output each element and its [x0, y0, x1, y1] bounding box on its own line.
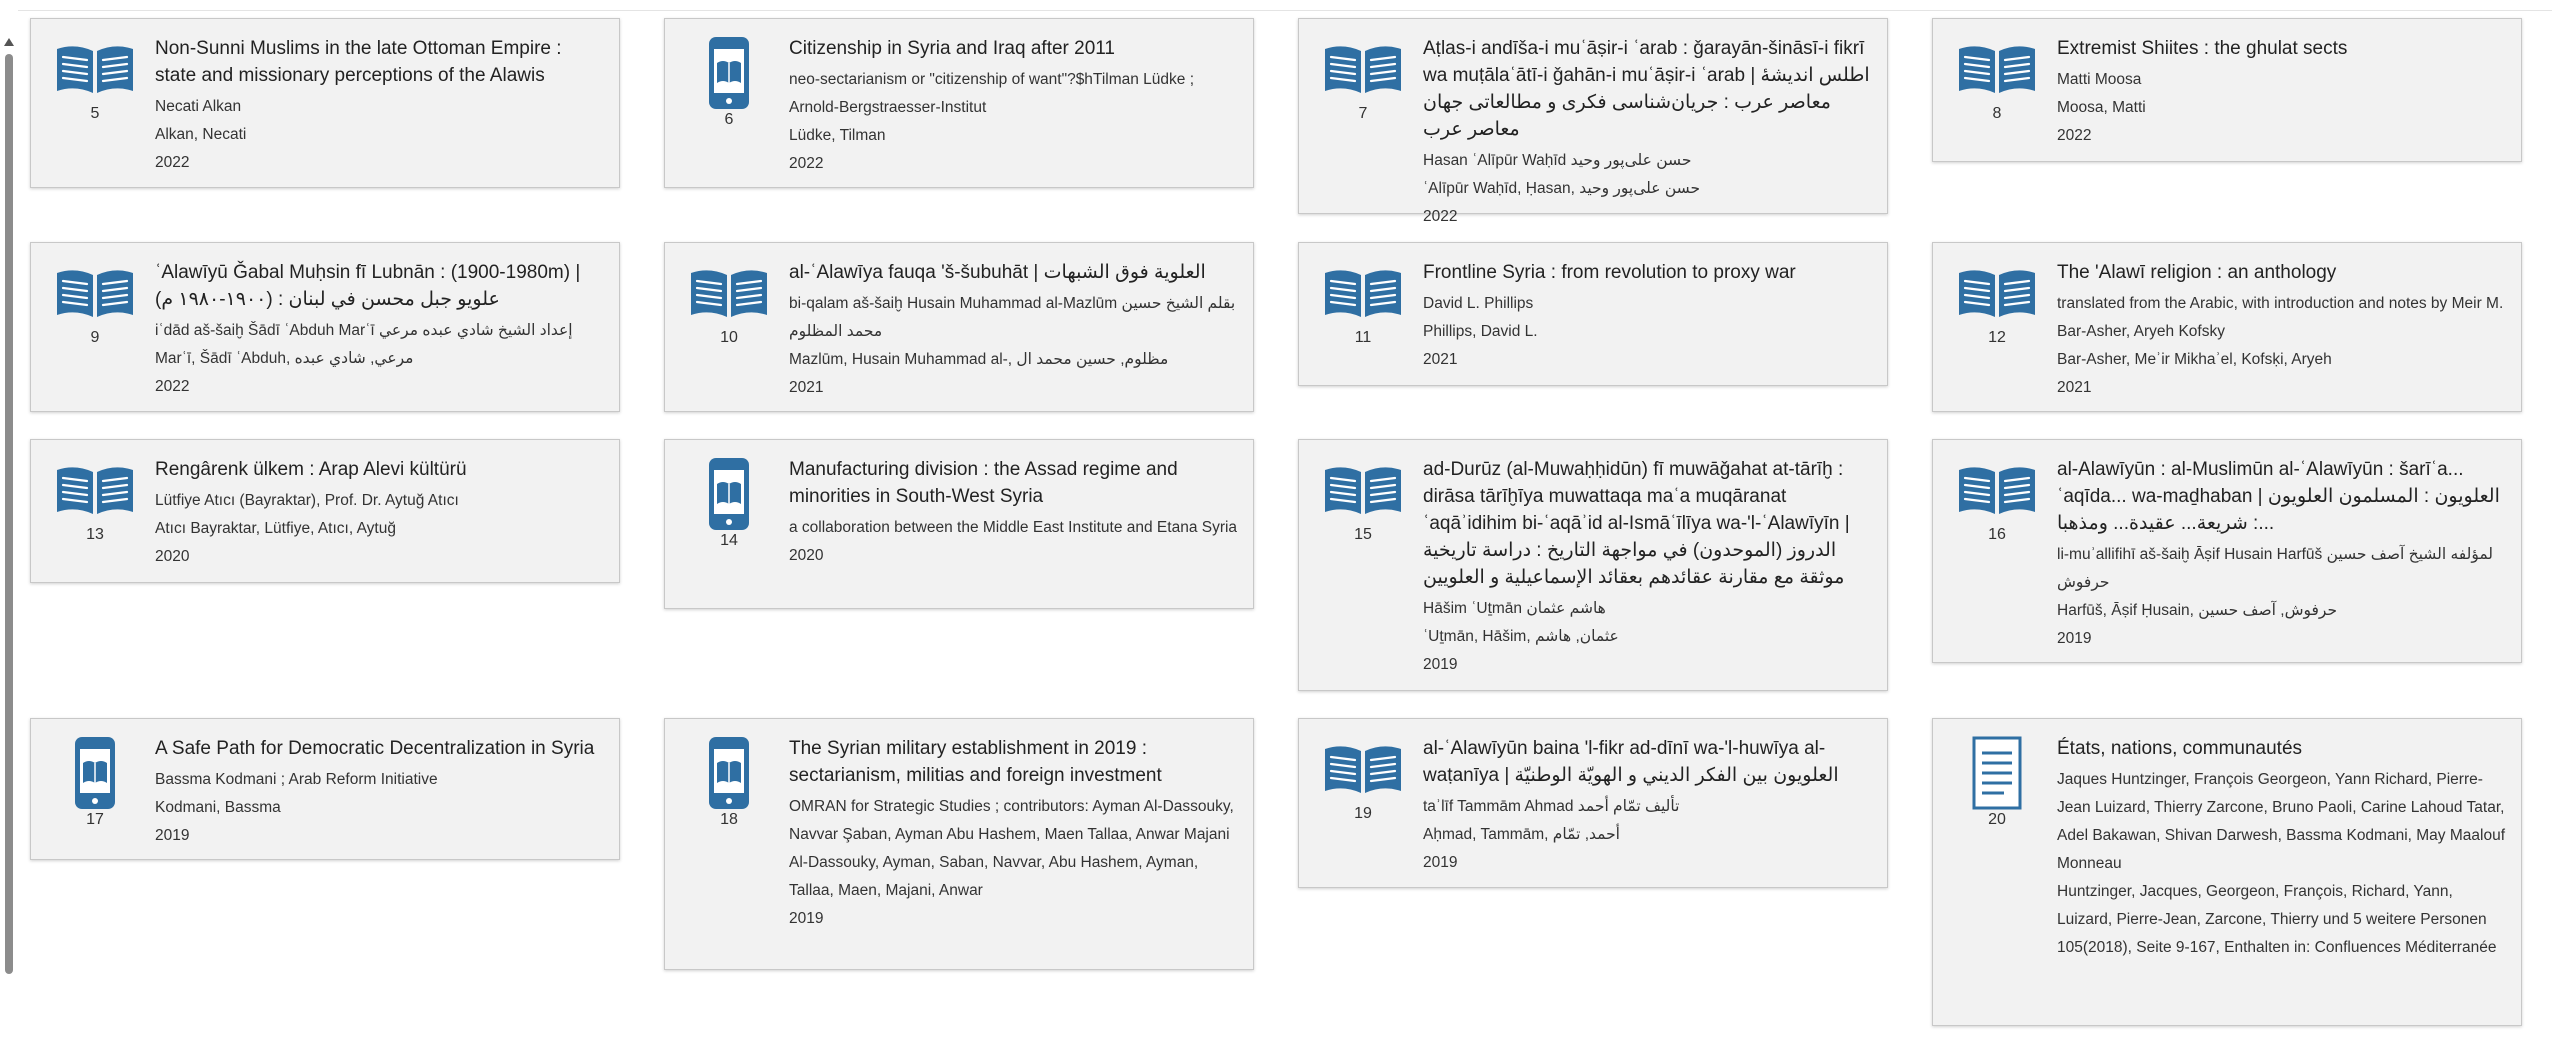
result-media	[55, 267, 135, 347]
result-detail-line: Phillips, David L.	[1423, 323, 1538, 340]
result-detail-line: Mazlūm, Husain Muhammad al-, مظلوم, حسين محمد ال	[789, 351, 1169, 368]
book-icon	[1957, 464, 2037, 518]
ebook-icon	[689, 35, 769, 111]
result-detail-line: Matti Moosa	[2057, 71, 2142, 88]
result-card[interactable]	[664, 18, 1254, 188]
result-title-link[interactable]: États, nations, communautés	[2057, 738, 2303, 759]
result-detail-line: Hasan ʿAlīpūr Waḥīd حسن علی‌پور وحيد	[1423, 152, 1692, 169]
result-body	[2057, 259, 2507, 402]
result-title-link[interactable]: al-ʿAlawīyūn baina 'l-fikr ad-dīnī wa-'l-huwīya al-waṭanīya | العلويون بين الفكر الديني و الهويّة الوطنيّة	[1423, 738, 1839, 786]
result-detail-line: 2021	[1423, 351, 1458, 368]
result-body	[2057, 735, 2507, 962]
result-detail-line: David L. Phillips	[1423, 295, 1534, 312]
result-detail-line: ʿUṯmān, Hāšim, عثمان, هاشم	[1423, 628, 1619, 645]
result-media	[1957, 267, 2037, 347]
result-detail-line: 2021	[789, 379, 824, 396]
result-body	[2057, 456, 2507, 653]
result-media	[1957, 43, 2037, 123]
article-icon	[1957, 735, 2037, 811]
result-title-link[interactable]: al-Alawīyūn : al-Muslimūn al-ʿAlawīyūn : šarīʿa... ʿaqīda... wa-maḏhaban | العلويون : المسلمون العلويون : شريعة... عقيدة... ومذهبا...	[2057, 459, 2500, 534]
result-body	[789, 735, 1239, 933]
result-detail-line: ʿAlīpūr Waḥīd, Ḥasan, حسن علی‌پور وحيد	[1423, 180, 1701, 197]
book-icon	[689, 267, 769, 321]
result-detail-line: Bar-Asher, Meʾir Mikhaʾel, Kofsḳi, Aryeh	[2057, 351, 2332, 368]
result-detail-line: Atıcı Bayraktar, Lütfiye, Atıcı, Aytuğ	[155, 520, 396, 537]
result-number: 7	[1358, 105, 1368, 122]
result-card[interactable]	[664, 439, 1254, 609]
result-title-link[interactable]: Non-Sunni Muslims in the late Ottoman Empire : state and missionary perceptions of the Alawis	[155, 38, 562, 86]
result-media	[689, 464, 769, 550]
result-title-link[interactable]: Extremist Shiites : the ghulat sects	[2057, 38, 2348, 59]
result-card[interactable]	[664, 242, 1254, 412]
result-detail-line: Moosa, Matti	[2057, 99, 2146, 116]
result-detail-line: 2021	[2057, 379, 2092, 396]
result-number: 18	[720, 811, 738, 828]
result-title	[789, 735, 1239, 789]
result-card[interactable]	[30, 18, 620, 188]
book-icon	[1323, 743, 1403, 797]
result-card[interactable]	[1298, 18, 1888, 225]
result-detail-line: 2022	[1423, 208, 1458, 225]
result-title	[2057, 259, 2507, 286]
book-icon	[55, 267, 135, 321]
result-number: 20	[1988, 811, 2006, 828]
result-media	[689, 267, 769, 347]
result-detail-line: iʿdād aš-šaiḫ Šādī ʿAbduh Marʿī إعداد الشيخ شادي عبده مرعي	[155, 322, 573, 339]
result-detail-line: Aḥmad, Tammām, أحمد, تمّام	[1423, 826, 1620, 843]
result-detail-line: Marʿī, Šādī ʿAbduh, مرعي, شادي عبده	[155, 350, 414, 367]
book-icon	[1323, 43, 1403, 97]
result-detail-line: li-muʾallifihī aš-šaiḫ Āṣif Husain Harfūš لمؤلفه الشيخ آصف حسين حرفوش	[2057, 546, 2494, 591]
result-media	[1323, 464, 1403, 544]
result-detail-line: 2019	[789, 910, 824, 927]
result-number: 10	[720, 329, 738, 346]
result-detail-line: 2022	[155, 154, 190, 171]
result-number: 6	[724, 111, 734, 128]
result-detail-line: Lütfiye Atıcı (Bayraktar), Prof. Dr. Aytuğ Atıcı	[155, 492, 459, 509]
result-title-link[interactable]: The Syrian military establishment in 2019 : sectarianism, militias and foreign investment	[789, 738, 1162, 786]
result-media	[1957, 464, 2037, 544]
result-number: 16	[1988, 526, 2006, 543]
result-number: 8	[1992, 105, 2002, 122]
result-body	[155, 35, 605, 177]
book-icon	[55, 43, 135, 97]
result-detail-line: Huntzinger, Jacques, Georgeon, François, Richard, Yann, Luizard, Pierre-Jean, Zarcone, Thierry und 5 weitere Personen	[2057, 883, 2487, 928]
result-title-link[interactable]: ad-Durūz (al-Muwaḥḥidūn) fī muwāǧahat at-tārīḫ : dirāsa tārīḫīya muwattaqa maʿa muqāranat ʿaqāʾidihim bi-ʿaqāʾid al-Ismāʿīlīya wa-'l-ʿAlawīyīn | الدروز (الموحدون) في مواجهة التاريخ : دراسة تاريخية موثقة مع مقارنة عقائدهم بعقائد الإسماعيلية و العلويين	[1423, 459, 1850, 588]
result-detail-line: 2019	[2057, 630, 2092, 647]
result-body	[1423, 35, 1873, 231]
result-media	[1323, 267, 1403, 347]
result-body	[1423, 456, 1873, 679]
result-number: 17	[86, 811, 104, 828]
book-icon	[1323, 464, 1403, 518]
result-title-link[interactable]: al-ʿAlawīya fauqa 'š-šubuhāt | العلوية فوق الشبهات	[789, 262, 1206, 283]
result-detail-line: Hāšim ʿUṯmān هاشم عثمان	[1423, 600, 1606, 617]
result-detail-line: translated from the Arabic, with introduction and notes by Meir M. Bar-Asher, Aryeh Kofsky	[2057, 295, 2504, 340]
result-detail-line: Jaques Huntzinger, François Georgeon, Yann Richard, Pierre-Jean Luizard, Thierry Zarcone, Bruno Paoli, Carine Lahoud Tatar, Adel Bakawan, Shivan Darwesh, Bassma Kodmani, May Maalouf Monneau	[2057, 771, 2505, 872]
result-detail-line: 2019	[1423, 656, 1458, 673]
result-body	[2057, 35, 2507, 150]
result-detail-line: 2020	[155, 548, 190, 565]
result-title	[2057, 735, 2507, 762]
result-title	[789, 259, 1239, 286]
result-detail-line: 2022	[2057, 127, 2092, 144]
result-body	[155, 735, 605, 850]
result-title-link[interactable]: ʿAlawīyū Ǧabal Muḥsin fī Lubnān : (1900-1980m) | علويو جبل محسن في لبنان : (١٩٠٠-١٩٨٠ م)	[155, 262, 581, 310]
result-card[interactable]	[30, 718, 620, 860]
result-detail-line: 2020	[789, 547, 824, 564]
result-title	[155, 456, 605, 483]
result-detail-line: OMRAN for Strategic Studies ; contributors: Ayman Al-Dassouky, Navvar Şaban, Ayman Abu Hashem, Maen Tallaa, Anwar Majani	[789, 798, 1234, 843]
result-title	[155, 35, 605, 89]
result-detail-line: 105(2018), Seite 9-167, Enthalten in: Confluences Méditerranée	[2057, 939, 2497, 956]
result-number: 9	[90, 329, 100, 346]
result-media	[55, 464, 135, 544]
result-detail-line: Al-Dassouky, Ayman, Saban, Navvar, Abu Hashem, Ayman, Tallaa, Maen, Majani, Anwar	[789, 854, 1199, 899]
result-body	[789, 35, 1239, 178]
result-title	[155, 259, 605, 313]
result-card[interactable]	[1298, 242, 1888, 386]
result-number: 11	[1354, 329, 1372, 346]
result-detail-line: Lüdke, Tilman	[789, 127, 886, 144]
result-body	[155, 259, 605, 401]
result-detail-line: 2019	[1423, 854, 1458, 871]
result-media	[689, 43, 769, 129]
result-media	[55, 43, 135, 123]
ebook-icon	[689, 735, 769, 811]
result-media	[55, 743, 135, 829]
result-title	[789, 35, 1239, 62]
result-detail-line: neo-sectarianism or "citizenship of want"?$hTilman Lüdke ; Arnold-Bergstraesser-Institut	[789, 71, 1195, 116]
book-icon	[1323, 267, 1403, 321]
result-card[interactable]	[1932, 718, 2522, 1026]
result-title-link[interactable]: Rengârenk ülkem : Arap Alevi kültürü	[155, 459, 467, 480]
result-title-link[interactable]: Frontline Syria : from revolution to proxy war	[1423, 262, 1796, 283]
result-body	[789, 259, 1239, 402]
result-detail-line: Alkan, Necati	[155, 126, 247, 143]
book-icon	[1957, 43, 2037, 97]
result-number: 5	[90, 105, 100, 122]
result-title	[2057, 35, 2507, 62]
result-detail-line: 2022	[155, 378, 190, 395]
result-title	[1423, 259, 1873, 286]
result-title	[1423, 456, 1873, 591]
result-media	[1323, 743, 1403, 823]
result-body	[1423, 735, 1873, 877]
result-media	[1957, 743, 2037, 829]
result-title	[2057, 456, 2507, 537]
result-media	[1323, 43, 1403, 123]
book-icon	[1957, 267, 2037, 321]
result-title	[1423, 735, 1873, 789]
result-title	[789, 456, 1239, 510]
book-icon	[55, 464, 135, 518]
result-detail-line: taʾlīf Tammām Ahmad تأليف تمّام أحمد	[1423, 798, 1680, 815]
result-card[interactable]	[30, 439, 620, 583]
result-card[interactable]	[1932, 242, 2522, 412]
result-body	[789, 456, 1239, 570]
result-title	[1423, 35, 1873, 143]
result-detail-line: Bassma Kodmani ; Arab Reform Initiative	[155, 771, 438, 788]
result-title-link[interactable]: Aṭlas-i andīša-i muʿāṣir-i ʿarab : ǧarayān-šināsī-i fikrī wa muṭālaʿātī-i ǧahān-i muʿāṣir-i ʿarab | اطلس انديشهٔ معاصر عرب : جريان‌شناسى فكرى و مطالعاتى جهان معاصر عرب	[1423, 38, 1870, 140]
result-number: 12	[1988, 329, 2006, 346]
result-detail-line: Kodmani, Bassma	[155, 799, 281, 816]
result-title-link[interactable]: Manufacturing division : the Assad regime and minorities in South-West Syria	[789, 459, 1178, 507]
result-detail-line: 2022	[789, 155, 824, 172]
result-title-link[interactable]: The 'Alawī religion : an anthology	[2057, 262, 2337, 283]
result-title-link[interactable]: Citizenship in Syria and Iraq after 2011	[789, 38, 1115, 59]
result-title	[155, 735, 605, 762]
ebook-icon	[55, 735, 135, 811]
result-detail-line: Necati Alkan	[155, 98, 242, 115]
result-body	[1423, 259, 1873, 374]
result-number: 13	[86, 526, 104, 543]
ebook-icon	[689, 456, 769, 532]
result-title-link[interactable]: A Safe Path for Democratic Decentralization in Syria	[155, 738, 595, 759]
result-card[interactable]	[1932, 439, 2522, 663]
result-card[interactable]	[1298, 718, 1888, 888]
result-media	[689, 743, 769, 829]
result-detail-line: 2019	[155, 827, 190, 844]
result-card[interactable]	[1298, 439, 1888, 691]
result-number: 14	[720, 532, 738, 549]
result-number: 15	[1354, 526, 1372, 543]
result-card[interactable]	[1932, 18, 2522, 162]
result-body	[155, 456, 605, 571]
result-detail-line: a collaboration between the Middle East Institute and Etana Syria	[789, 519, 1238, 536]
result-card[interactable]	[30, 242, 620, 412]
result-number: 19	[1354, 805, 1372, 822]
result-card[interactable]	[664, 718, 1254, 970]
result-detail-line: Harfūš, Āṣif Ḥusain, حرفوش, آصف حسين	[2057, 602, 2338, 619]
result-detail-line: bi-qalam aš-šaiḫ Husain Muhammad al-Mazlūm بقلم الشيخ حسين محمد المظلوم	[789, 295, 1236, 340]
